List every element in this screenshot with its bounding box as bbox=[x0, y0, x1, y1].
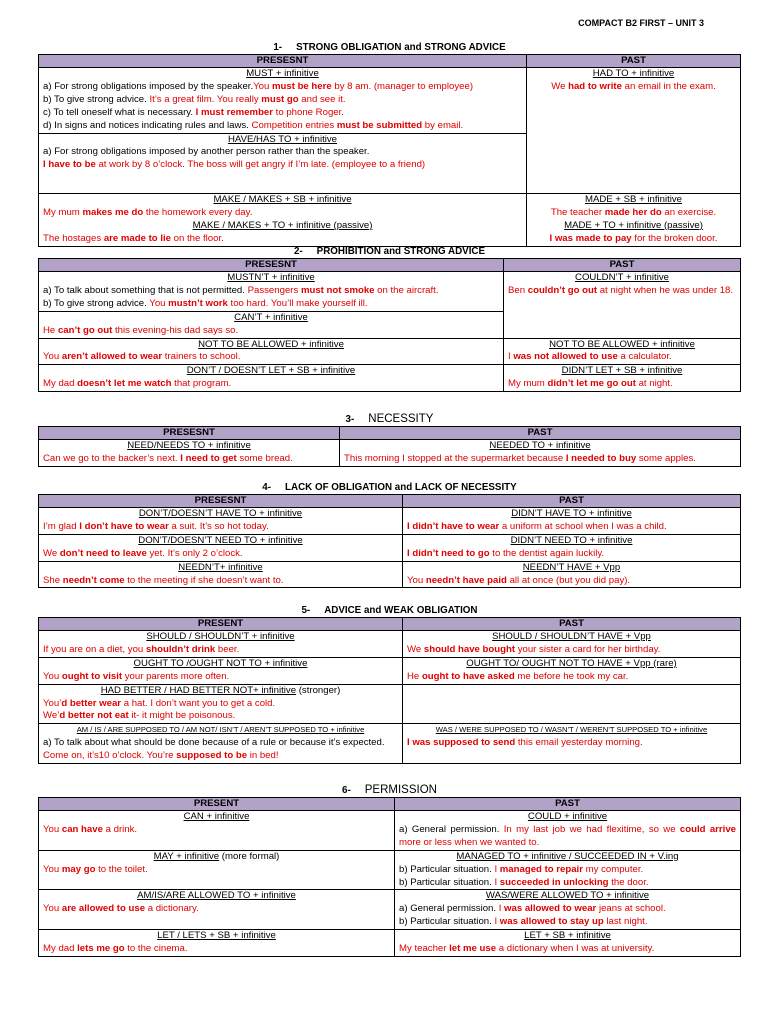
past-cell: NEEDN’T HAVE + Vpp You needn’t have paid all at once (but you did pay). bbox=[403, 561, 741, 588]
rule-label: LET / LETS + SB + infinitive bbox=[157, 930, 276, 942]
rule-label: MAKE / MAKES + TO + infinitive (passive) bbox=[192, 219, 373, 231]
past-cell: NOT TO BE ALLOWED + infinitive I was not allowed to use a calculator. bbox=[504, 338, 741, 365]
rule-label: DON’T/DOESN’T NEED TO + infinitive bbox=[138, 534, 303, 546]
section-title: 5- ADVICE and WEAK OBLIGATION bbox=[301, 605, 478, 616]
past-header: PAST bbox=[403, 618, 741, 631]
grammar-table bbox=[38, 54, 741, 247]
present-cell: HAD BETTER / HAD BETTER NOT+ infinitive (stronger) You’d better wear a hat. I don’t want you to get a cold. We’d better not eat it- it might be poisonous. bbox=[39, 684, 403, 724]
rule-label: MAY + infinitive bbox=[153, 850, 220, 862]
present-cell: NEED/NEEDS TO + infinitive Can we go to the backer’s next. I need to get some bread. bbox=[39, 440, 340, 467]
rule-label: AM/IS/ARE ALLOWED TO + infinitive bbox=[137, 890, 296, 902]
present-cell: SHOULD / SHOULDN’T + infinitive If you are on a diet, you shouldn’t drink beer. bbox=[39, 631, 403, 658]
present-header: PRESESNT bbox=[39, 427, 340, 440]
section-title: 4- LACK OF OBLIGATION and LACK OF NECESSITY bbox=[262, 482, 517, 493]
present-cell: CAN + infinitive You can have a drink. bbox=[39, 811, 395, 851]
present-cell: MAY + infinitive (more formal) You may go to the toilet. bbox=[39, 850, 395, 890]
rule-label: COULD + infinitive bbox=[527, 811, 608, 822]
grammar-table bbox=[38, 617, 741, 764]
rule-label: HAVE/HAS TO + infinitive bbox=[39, 133, 526, 147]
rule-label: CAN’T + infinitive bbox=[234, 311, 308, 323]
past-cell: LET + SB + infinitive My teacher let me use a dictionary when I was at university. bbox=[395, 930, 741, 957]
rule-label: DIDN’T LET + SB + infinitive bbox=[561, 365, 683, 377]
rule-label: AM / IS / ARE SUPPOSED TO / AM NOT/ ISN’T / AREN’T SUPPOSED TO + infinitive bbox=[76, 725, 365, 735]
present-cell: LET / LETS + SB + infinitive My dad lets me go to the cinema. bbox=[39, 930, 395, 957]
document-header: COMPACT B2 FIRST – UNIT 3 bbox=[578, 18, 704, 28]
past-cell: NEEDED TO + infinitive This morning I stopped at the supermarket because I needed to buy some apples. bbox=[340, 440, 741, 467]
present-header: PRESENT bbox=[39, 798, 395, 811]
present-cell: MUSTN’T + infinitive a) To talk about something that is not permitted. Passengers must not smoke on the aircraft. b) To give strong advice. You mustn’t work too hard. You’ll make yourself ill. bbox=[39, 272, 504, 312]
past-header: PAST bbox=[527, 55, 741, 68]
rule-label: HAD BETTER / HAD BETTER NOT+ infinitive bbox=[100, 684, 297, 696]
past-cell: SHOULD / SHOULDN’T HAVE + Vpp We should have bought your sister a card for her birthday. bbox=[403, 631, 741, 658]
past-cell: COULD + infinitive a) General permission. In my last job we had flexitime, so we could arrive more or less when we wanted to. bbox=[395, 811, 741, 851]
present-header: PRESENT bbox=[39, 618, 403, 631]
present-header: PRESESNT bbox=[39, 55, 527, 68]
rule-label: MAKE / MAKES + SB + infinitive bbox=[213, 194, 352, 205]
present-cell: DON’T/DOESN’T HAVE TO + infinitive I’m glad I don’t have to wear a suit. It’s so hot today. bbox=[39, 508, 403, 535]
present-cell: MAKE / MAKES + SB + infinitive My mum makes me do the homework every day. MAKE / MAKES + TO + infinitive (passive) The hostages are made to lie on the floor. bbox=[39, 194, 527, 247]
section-necessity bbox=[38, 412, 741, 467]
past-cell: DIDN’T HAVE TO + infinitive I didn’t have to wear a uniform at school when I was a child. bbox=[403, 508, 741, 535]
rule-label: WAS/WERE ALLOWED TO + infinitive bbox=[485, 890, 650, 902]
past-header: PAST bbox=[395, 798, 741, 811]
past-cell: DIDN’T NEED TO + infinitive I didn’t need to go to the dentist again luckily. bbox=[403, 534, 741, 561]
present-cell: CAN’T + infinitive He can’t go out this evening-his dad says so. bbox=[39, 311, 504, 338]
section-title: 2- PROHIBITION and STRONG ADVICE bbox=[293, 246, 486, 257]
present-cell: AM/IS/ARE ALLOWED TO + infinitive You are allowed to use a dictionary. bbox=[39, 890, 395, 930]
rule-label: SHOULD / SHOULDN’T HAVE + Vpp bbox=[492, 631, 651, 642]
rule-label: MUSTN’T + infinitive bbox=[227, 272, 315, 283]
rule-label: OUGHT TO /OUGHT NOT TO + infinitive bbox=[133, 657, 308, 669]
past-cell: WAS / WERE SUPPOSED TO / WASN’T / WEREN’T SUPPOSED TO + infinitive I was supposed to send this email yesterday morning. bbox=[403, 724, 741, 764]
grammar-table bbox=[38, 258, 741, 392]
grammar-table bbox=[38, 494, 741, 588]
past-cell: OUGHT TO/ OUGHT NOT TO HAVE + Vpp (rare) He ought to have asked me before he took my car. bbox=[403, 657, 741, 684]
present-header: PRESESNT bbox=[39, 259, 504, 272]
rule-label: MADE + SB + infinitive bbox=[584, 194, 683, 205]
past-cell: COULDN’T + infinitive Ben couldn’t go out at night when he was under 18. bbox=[504, 272, 741, 339]
past-header: PAST bbox=[340, 427, 741, 440]
rule-label: MUST + infinitive bbox=[246, 68, 319, 79]
rule-label: MADE + TO + infinitive (passive) bbox=[564, 219, 703, 231]
rule-label: DIDN’T NEED TO + infinitive bbox=[510, 534, 633, 546]
section-prohibition bbox=[38, 246, 741, 392]
present-header: PRESESNT bbox=[39, 495, 403, 508]
past-cell: MANAGED TO + infinitive / SUCCEEDED IN + V.ing b) Particular situation. I managed to repair my computer. b) Particular situation. I succeeded in unlocking the door. bbox=[395, 850, 741, 890]
past-header: PAST bbox=[403, 495, 741, 508]
past-cell bbox=[403, 684, 741, 724]
rule-label: NEEDN’T+ infinitive bbox=[178, 561, 263, 573]
rule-label: MANAGED TO + infinitive / SUCCEEDED IN + V.ing bbox=[456, 850, 679, 862]
section-strong-obligation bbox=[38, 42, 741, 247]
rule-label: DON’T / DOESN’T LET + SB + infinitive bbox=[186, 365, 356, 377]
rule-label: NEEDN’T HAVE + Vpp bbox=[522, 561, 621, 573]
rule-label: OUGHT TO/ OUGHT NOT TO HAVE + Vpp (rare) bbox=[466, 657, 677, 669]
grammar-table bbox=[38, 426, 741, 467]
present-cell: OUGHT TO /OUGHT NOT TO + infinitive You ought to visit your parents more often. bbox=[39, 657, 403, 684]
section-advice bbox=[38, 605, 741, 764]
section-permission bbox=[38, 783, 741, 957]
present-cell: MUST + infinitive a) For strong obligations imposed by the speaker.You must be here by 8 am. (manager to employee) b) To give strong advice. It’s a great film. You really must go and see it. c) To tell oneself what is necessary. I must remember to phone Roger. d) In signs and notices indicating rules and laws. Competition entries must be submitted by email. HAVE/HAS TO + infinitive a) For strong obligations imposed by another person rather than the speaker. I have to be at work by 8 o’clock. The boss will get angry if I’m late. (employee to a friend) bbox=[39, 68, 527, 194]
rule-label: NOT TO BE ALLOWED + infinitive bbox=[198, 338, 344, 350]
section-title: 1- STRONG OBLIGATION and STRONG ADVICE bbox=[273, 42, 506, 53]
past-cell: MADE + SB + infinitive The teacher made her do an exercise. MADE + TO + infinitive (passive) I was made to pay for the broken door. bbox=[527, 194, 741, 247]
rule-label: CAN + infinitive bbox=[183, 811, 250, 822]
present-cell: NEEDN’T+ infinitive She needn’t come to the meeting if she doesn’t want to. bbox=[39, 561, 403, 588]
past-cell: WAS/WERE ALLOWED TO + infinitive a) General permission. I was allowed to wear jeans at school. b) Particular situation. I was allowed to stay up last night. bbox=[395, 890, 741, 930]
past-header: PAST bbox=[504, 259, 741, 272]
rule-label: NOT TO BE ALLOWED + infinitive bbox=[549, 338, 695, 350]
section-title: 6- PERMISSION bbox=[342, 784, 437, 796]
rule-label: NEED/NEEDS TO + infinitive bbox=[127, 440, 251, 451]
rule-label: LET + SB + infinitive bbox=[524, 930, 611, 942]
present-cell: DON’T / DOESN’T LET + SB + infinitive My dad doesn’t let me watch that program. bbox=[39, 365, 504, 392]
rule-label: COULDN’T + infinitive bbox=[575, 272, 669, 283]
section-lack-of-obligation bbox=[38, 482, 741, 588]
rule-label: SHOULD / SHOULDN’T + infinitive bbox=[146, 631, 295, 642]
rule-label: NEEDED TO + infinitive bbox=[489, 440, 591, 451]
present-cell: AM / IS / ARE SUPPOSED TO / AM NOT/ ISN’T / AREN’T SUPPOSED TO + infinitive a) To talk about what should be done because of a rule or because it’s expected. Come on, it’s10 o’clock. You’re supposed to be in bed! bbox=[39, 724, 403, 764]
present-cell: DON’T/DOESN’T NEED TO + infinitive We don’t need to leave yet. It’s only 2 o’clock. bbox=[39, 534, 403, 561]
rule-label: DIDN’T HAVE TO + infinitive bbox=[511, 508, 632, 519]
rule-label: WAS / WERE SUPPOSED TO / WASN’T / WEREN’T SUPPOSED TO + infinitive bbox=[435, 725, 708, 735]
section-title: 3- NECESSITY bbox=[345, 413, 434, 425]
past-cell: HAD TO + infinitive We had to write an email in the exam. bbox=[527, 68, 741, 194]
grammar-table bbox=[38, 797, 741, 957]
rule-label: HAD TO + infinitive bbox=[592, 68, 675, 79]
past-cell: DIDN’T LET + SB + infinitive My mum didn’t let me go out at night. bbox=[504, 365, 741, 392]
rule-label: DON’T/DOESN’T HAVE TO + infinitive bbox=[138, 508, 303, 519]
present-cell: NOT TO BE ALLOWED + infinitive You aren’t allowed to wear trainers to school. bbox=[39, 338, 504, 365]
